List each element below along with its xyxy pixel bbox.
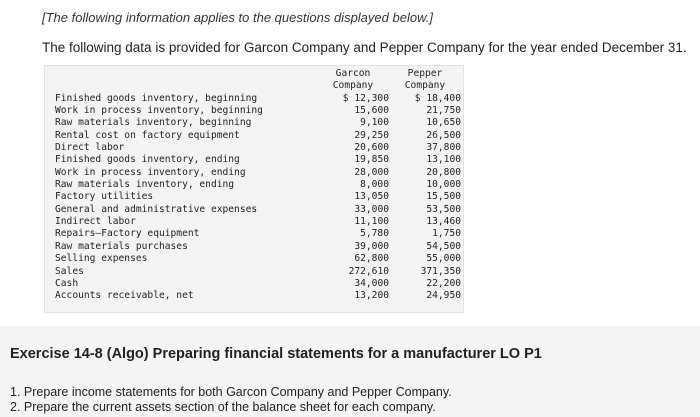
garcon-value: 272,610 <box>348 265 389 277</box>
pepper-value: 1,750 <box>432 228 461 240</box>
table-row <box>55 204 461 216</box>
row-label: Raw materials inventory, beginning <box>55 117 252 129</box>
table-row <box>55 228 461 240</box>
pepper-value: 10,000 <box>426 179 461 191</box>
data-table <box>55 68 461 303</box>
row-label: Work in process inventory, ending <box>55 166 246 178</box>
table-row <box>55 266 461 278</box>
row-label: Finished goods inventory, ending <box>55 154 240 166</box>
table-row <box>55 105 461 117</box>
applies-note: [The following information applies to the questions displayed below.] <box>42 10 433 25</box>
table-row <box>55 167 461 179</box>
pepper-value: 20,800 <box>426 166 461 178</box>
garcon-value: 34,000 <box>354 277 389 289</box>
table-row <box>55 130 461 142</box>
exercise-section <box>0 326 700 417</box>
table-row <box>55 216 461 228</box>
table-row <box>55 241 461 253</box>
garcon-value: 15,600 <box>354 105 389 117</box>
garcon-value: 33,000 <box>354 203 389 215</box>
row-label: Sales <box>55 265 84 277</box>
intro-text: The following data is provided for Garcon Company and Pepper Company for the year ended December 31. <box>42 40 687 55</box>
table-row <box>55 93 461 105</box>
pepper-value: 22,200 <box>426 277 461 289</box>
pepper-value: 21,750 <box>426 105 461 117</box>
garcon-value: 20,600 <box>354 142 389 154</box>
row-label: Cash <box>55 277 79 289</box>
row-label: Finished goods inventory, beginning <box>55 92 258 104</box>
garcon-value: $ 12,300 <box>342 92 389 104</box>
pepper-value: 53,500 <box>426 203 461 215</box>
row-label: Indirect labor <box>55 216 136 228</box>
garcon-value: 28,000 <box>354 166 389 178</box>
garcon-value: 29,250 <box>354 129 389 141</box>
row-label: Selling expenses <box>55 253 148 265</box>
pepper-value: 10,650 <box>426 117 461 129</box>
pepper-value: 13,460 <box>426 216 461 228</box>
table-row <box>55 117 461 129</box>
pepper-value: 55,000 <box>426 253 461 265</box>
garcon-value: 39,000 <box>354 240 389 252</box>
row-label: Rental cost on factory equipment <box>55 129 240 141</box>
table-row <box>55 278 461 290</box>
garcon-header-line1: Garcon <box>335 68 371 79</box>
table-row <box>55 142 461 154</box>
table-row <box>55 154 461 166</box>
pepper-value: 37,800 <box>426 142 461 154</box>
garcon-value: 13,050 <box>354 191 389 203</box>
pepper-value: 13,100 <box>426 154 461 166</box>
row-label: Direct labor <box>55 142 125 154</box>
pepper-value: 26,500 <box>426 129 461 141</box>
pepper-value: 15,500 <box>426 191 461 203</box>
row-label: Accounts receivable, net <box>55 290 194 302</box>
label-header <box>55 68 317 80</box>
table-header-row-2 <box>55 80 461 92</box>
table-header-row-1 <box>55 68 461 80</box>
requirement-2: 2. Prepare the current assets section of the balance sheet for each company. <box>10 400 436 414</box>
garcon-value: 5,780 <box>360 228 389 240</box>
row-label: General and administrative expenses <box>55 203 258 215</box>
pepper-value: 24,950 <box>426 290 461 302</box>
row-label: Work in process inventory, beginning <box>55 105 263 117</box>
row-label: Factory utilities <box>55 191 154 203</box>
data-table-panel <box>44 65 464 313</box>
table-row <box>55 179 461 191</box>
requirement-1: 1. Prepare income statements for both Garcon Company and Pepper Company. <box>10 385 452 399</box>
garcon-value: 9,100 <box>360 117 389 129</box>
pepper-value: 371,350 <box>420 265 461 277</box>
exercise-title: Exercise 14-8 (Algo) Preparing financial statements for a manufacturer LO P1 <box>10 346 542 362</box>
garcon-value: 11,100 <box>354 216 389 228</box>
pepper-value: $ 18,400 <box>414 92 461 104</box>
table-row <box>55 253 461 265</box>
row-label: Raw materials inventory, ending <box>55 179 235 191</box>
garcon-value: 19,850 <box>354 154 389 166</box>
table-row <box>55 290 461 302</box>
garcon-value: 13,200 <box>354 290 389 302</box>
garcon-value: 62,800 <box>354 253 389 265</box>
garcon-header-line2: Company <box>332 80 374 92</box>
pepper-value: 54,500 <box>426 240 461 252</box>
pepper-header-line2: Company <box>404 80 446 92</box>
row-label: Raw materials purchases <box>55 240 188 252</box>
garcon-value: 8,000 <box>360 179 389 191</box>
table-row <box>55 191 461 203</box>
row-label: Repairs—Factory equipment <box>55 228 200 240</box>
pepper-header-line1: Pepper <box>407 68 443 79</box>
